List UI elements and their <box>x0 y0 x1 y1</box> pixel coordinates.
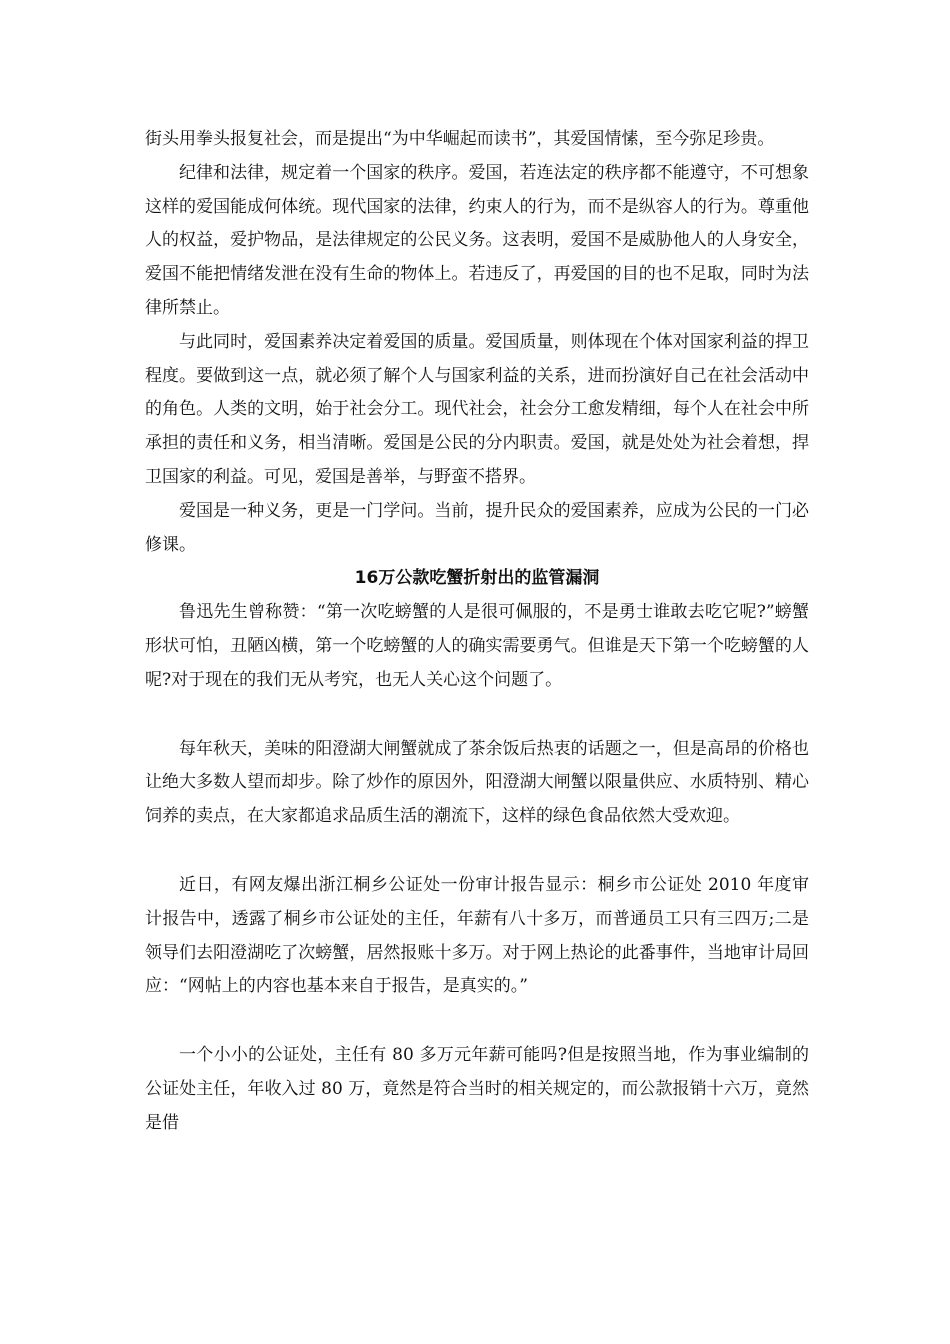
paragraph-salary: 一个小小的公证处，主任有 80 多万元年薪可能吗?但是按照当地，作为事业编制的公证处主任，年收入过 80 万，竟然是符合当时的相关规定的，而公款报销十六万，竟然是借 <box>145 1045 809 1133</box>
paragraph-continuation: 街头用拳头报复社会，而是提出“为中华崛起而读书”，其爱国情愫，至今弥足珍贵。 <box>145 129 775 149</box>
paragraph-gap <box>145 698 809 733</box>
paragraph-gap <box>145 1004 809 1039</box>
paragraph-yangcheng: 每年秋天，美味的阳澄湖大闸蟹就成了茶余饭后热衷的话题之一，但是高昂的价格也让绝大多数人望而却步。除了炒作的原因外，阳澄湖大闸蟹以限量供应、水质特别、精心饲养的卖点，在大家都追求品质生活的潮流下，这样的绿色食品依然大受欢迎。 <box>145 738 809 827</box>
paragraph-law: 纪律和法律，规定着一个国家的秩序。爱国，若连法定的秩序都不能遵守，不可想象这样的爱国能成何体统。现代国家的法律，约束人的行为，而不是纵容人的行为。尊重他人的权益，爱护物品，是法律规定的公民义务。这表明，爱国不是威胁他人的人身安全，爱国不能把情绪发泄在没有生命的物体上。若违反了，再爱国的目的也不足取，同时为法律所禁止。 <box>145 162 809 318</box>
paragraph-gap <box>145 834 809 869</box>
paragraph-luxun: 鲁迅先生曾称赞：“第一次吃螃蟹的人是很可佩服的，不是勇士谁敢去吃它呢?”螃蟹形状可怕，丑陋凶横，第一个吃螃蟹的人的确实需要勇气。但谁是天下第一个吃螃蟹的人呢?对于现在的我们无从考究，也无人关心这个问题了。 <box>145 602 809 690</box>
paragraph-quality: 与此同时，爱国素养决定着爱国的质量。爱国质量，则体现在个体对国家利益的捍卫程度。要做到这一点，就必须了解个人与国家利益的关系，进而扮演好自己在社会活动中的角色。人类的文明，始于社会分工。现代社会，社会分工愈发精细，每个人在社会中所承担的责任和义务，相当清晰。爱国是公民的分内职责。爱国，就是处处为社会着想，捍卫国家的利益。可见，爱国是善举，与野蛮不搭界。 <box>145 331 809 487</box>
document-body <box>145 123 809 1141</box>
paragraph-duty: 爱国是一种义务，更是一门学问。当前，提升民众的爱国素养，应成为公民的一门必修课。 <box>145 500 809 555</box>
article-title: 16万公款吃蟹折射出的监管漏洞 <box>354 568 600 589</box>
paragraph-audit: 近日，有网友爆出浙江桐乡公证处一份审计报告显示：桐乡市公证处 2010 年度审计报告中，透露了桐乡市公证处的主任，年薪有八十多万，而普通员工只有三四万;二是领导们去阳澄湖吃了次螃蟹，居然报账十多万。对于网上热论的此番事件，当地审计局回应：“网帖上的内容也基本来自于报告，是真实的。” <box>145 874 809 997</box>
